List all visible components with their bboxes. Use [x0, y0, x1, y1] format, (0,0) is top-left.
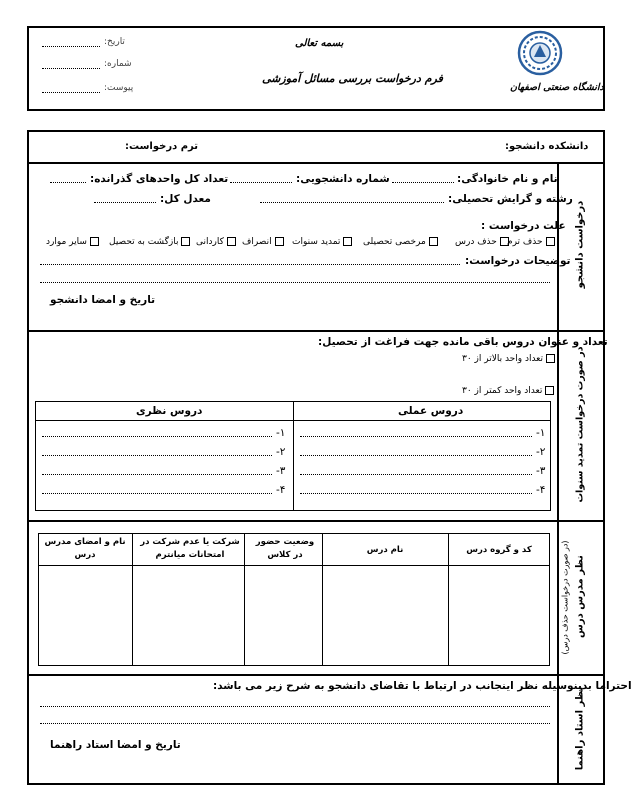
option-other[interactable]: سایر موارد	[46, 237, 99, 247]
row-number: ۳-	[536, 465, 546, 477]
checkbox[interactable]	[429, 237, 438, 246]
checkbox[interactable]	[181, 237, 190, 246]
row-number: ۱-	[276, 427, 286, 439]
name-field[interactable]	[392, 182, 454, 183]
option-course-drop[interactable]: حذف درس	[455, 237, 509, 247]
section1-side-title: درخواست دانشجو	[574, 200, 586, 289]
explanation-field[interactable]	[40, 282, 550, 283]
student-no-field[interactable]	[230, 182, 292, 183]
student-signature-label: تاریخ و امضا دانشجو	[50, 294, 156, 306]
column-instructor-signature: نام و امضای مدرس درس	[44, 537, 126, 560]
table-column-divider	[293, 402, 294, 510]
checkbox[interactable]	[90, 237, 99, 246]
row-number: ۴-	[276, 484, 286, 496]
practical-course-field[interactable]	[300, 455, 532, 456]
section3-side-title: نظر مدرس درس	[574, 555, 586, 638]
table-header-divider	[39, 565, 549, 566]
separator	[28, 162, 604, 164]
theory-course-field[interactable]	[42, 474, 272, 475]
section4-side-title: نظر استاد راهنما	[574, 686, 586, 771]
row-number: ۲-	[536, 446, 546, 458]
name-label: نام و نام خانوادگی:	[457, 173, 558, 185]
term-label: ترم درخواست:	[125, 141, 198, 152]
meta-attachment-label: پیوست:	[104, 83, 134, 93]
option-return[interactable]: بازگشت به تحصیل	[109, 237, 190, 247]
option-academic-leave[interactable]: مرخصی تحصیلی	[363, 237, 438, 247]
student-no-label: شماره دانشجویی:	[296, 173, 390, 185]
form-title: فرم درخواست بررسی مسائل آموزشی	[262, 72, 443, 85]
row-number: ۳-	[276, 465, 286, 477]
explanation-label: توضیحات درخواست:	[465, 255, 571, 267]
checkbox[interactable]	[546, 354, 555, 363]
separator	[28, 520, 604, 522]
advisor-opinion-field[interactable]	[40, 706, 550, 707]
option-associate[interactable]: کاردانی	[196, 237, 236, 247]
reason-label: علت درخواست :	[481, 220, 566, 232]
table-column-divider	[448, 534, 449, 665]
major-label: رشته و گرایش تحصیلی:	[448, 193, 573, 205]
theory-course-field[interactable]	[42, 455, 272, 456]
units-passed-label: تعداد کل واحدهای گذرانده:	[90, 173, 229, 185]
section3-side-subtitle: (در صورت درخواست حذف درس)	[560, 540, 570, 655]
row-number: ۲-	[276, 446, 286, 458]
gpa-field[interactable]	[94, 202, 156, 203]
checkbox[interactable]	[546, 237, 555, 246]
option-term-withdrawal[interactable]: حذف ترم	[507, 237, 555, 247]
column-course-name: نام درس	[366, 545, 404, 555]
units-passed-field[interactable]	[50, 182, 86, 183]
basmala: بسمه تعالی	[295, 38, 344, 49]
practical-courses-header: دروس عملی	[398, 405, 464, 417]
major-field[interactable]	[260, 202, 444, 203]
advisor-statement: احتراما بدینوسیله نظر اینجانب در ارتباط با تقاضای دانشجو به شرح زیر می باشد:	[213, 680, 632, 692]
advisor-opinion-field[interactable]	[40, 723, 550, 724]
explanation-field[interactable]	[40, 264, 460, 265]
theory-course-field[interactable]	[42, 493, 272, 494]
theory-courses-header: دروس نظری	[136, 405, 203, 417]
column-midterm: شرکت یا عدم شرکت در امتحانات میانترم	[140, 537, 240, 560]
table-column-divider	[322, 534, 323, 665]
checkbox[interactable]	[343, 237, 352, 246]
meta-attachment-field[interactable]	[42, 92, 100, 93]
checkbox[interactable]	[275, 237, 284, 246]
meta-number-field[interactable]	[42, 68, 100, 69]
university-name: دانشگاه صنعتی اصفهان	[510, 82, 604, 93]
theory-course-field[interactable]	[42, 436, 272, 437]
practical-course-field[interactable]	[300, 436, 532, 437]
separator	[28, 674, 604, 676]
meta-number-label: شماره:	[104, 59, 132, 69]
meta-date-field[interactable]	[42, 46, 100, 47]
row-number: ۱-	[536, 427, 546, 439]
advisor-signature-label: تاریخ و امضا استاد راهنما	[50, 739, 181, 751]
column-attendance: وضعیت حضور در کلاس	[255, 537, 315, 560]
faculty-label: دانشکده دانشجو:	[505, 141, 589, 152]
row-number: ۴-	[536, 484, 546, 496]
units-below-30[interactable]: تعداد واحد کمتر از ۳۰	[462, 386, 554, 396]
table-column-divider	[244, 534, 245, 665]
checkbox[interactable]	[500, 237, 509, 246]
units-above-30[interactable]: تعداد واحد بالاتر از ۳۰	[462, 354, 555, 364]
remaining-courses-label: تعداد و عنوان دروس باقی مانده جهت فراغت از تحصیل:	[318, 336, 608, 348]
checkbox[interactable]	[227, 237, 236, 246]
meta-date-label: تاریخ:	[104, 37, 125, 47]
gpa-label: معدل کل:	[160, 193, 211, 205]
practical-course-field[interactable]	[300, 493, 532, 494]
option-withdrawal[interactable]: انصراف	[242, 237, 284, 247]
practical-course-field[interactable]	[300, 474, 532, 475]
university-logo	[517, 30, 563, 76]
table-column-divider	[132, 534, 133, 665]
separator	[28, 330, 604, 332]
option-term-extension[interactable]: تمدید سنوات	[292, 237, 352, 247]
checkbox[interactable]	[545, 386, 554, 395]
column-course-code: کد و گروه درس	[466, 545, 532, 555]
section2-side-title: در صورت درخواست تمدید سنوات	[574, 346, 586, 503]
